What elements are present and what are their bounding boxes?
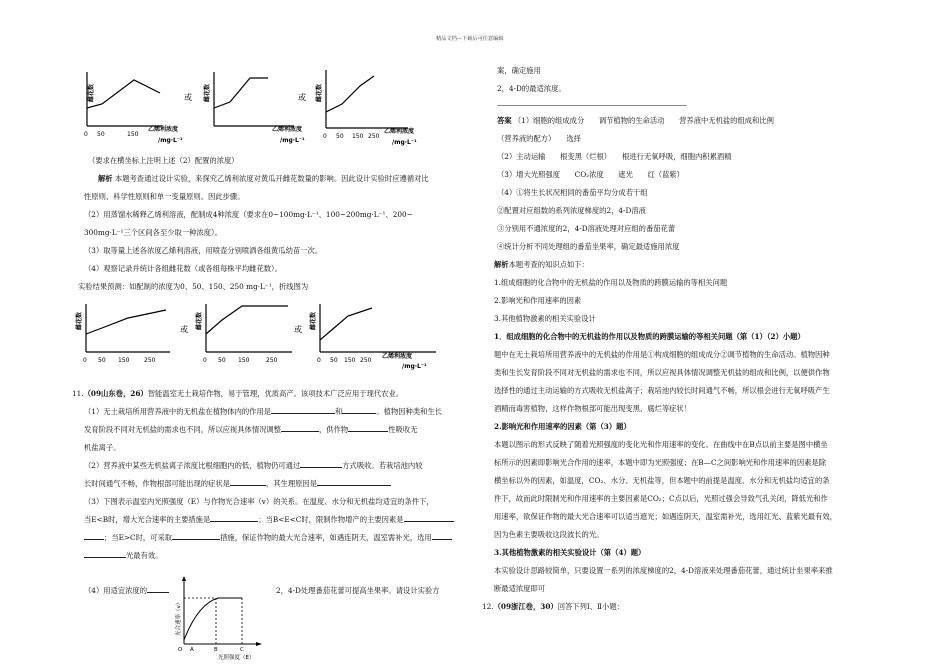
x-unit: /mg·L⁻¹ [280,137,305,144]
page-header: 精品文档---下载后可任意编辑 [436,36,504,42]
analysis-line-2: 性原则、科学性原则和单一变量原则。因此步骤。 [84,192,245,201]
section-1-line-4: 酒精而毒害植物，这样作物根部可能出现变黑、腐烂等症状！ [494,404,692,413]
tick: 250 [360,357,372,364]
q11-part1-line2: 发育阶段不同对无机盐的需求也不同，所以应视具体情况调整 ，供作物 性吸收无 [84,425,418,434]
question-12-stem: 12.（09浙江卷，30）回答下列Ⅰ、Ⅱ小题： [482,602,624,611]
q11-part3-line3: ；当E>C时，可采取 措施，保证作物的最大光合速率，如遇连阴天，温室需补光，选用 [84,533,452,542]
section-3-line-1: 本实验设计思路较简单，只要设置一系列的浓度梯度的2，4-D溶液来处理番茄花蕾，通过统计坐果率来推 [494,566,833,575]
or-label: 或 [294,325,302,334]
step-4: （4）观察记录并统计各组雌花数（或各组每株平均雌花数）。 [84,264,283,273]
analysis-label-right: 解析 [494,260,509,269]
tick: 250 [144,357,156,364]
bottom-graph-row [72,300,438,370]
step-2-line-2: 300mg·L⁻¹三个区间各至少取一种浓度）。 [84,228,222,237]
answer-1: 答案 （1）细胞的组成成分 调节植物的生命活动 营养液中无机盐的组成和比例 [497,116,774,125]
section-1-line-1: 题中在无土栽培所用营养液中的无机盐的作用是①构成细胞的组成成分②调节植物的生命活动。植物因种 [494,350,830,359]
y-label: 雌花数 [196,311,203,330]
tick: 250 [368,133,380,140]
q11-part3-line2: 当E<B时，增大光合速率的主要措施是 ；当B<E<C时，限制作物增产的主要因素是 [84,515,454,524]
tick: 150 [238,357,250,364]
x-label: 乙烯利浓度 [382,353,413,360]
q11-part3-line1: （3）下图表示温室内光照强度（E）与作物光合速率（v）的关系。在温度、水分和无机盐均适宜的条件下， [84,497,434,506]
tick: 50 [97,131,105,138]
tick: 150 [127,131,139,138]
graph-top-3 [315,70,417,146]
or-label: 或 [180,325,188,334]
top-graph-row [72,66,438,154]
q11-part2-line1: （2）营养液中某些无机盐离子浓度比根细胞内的低，植物仍可通过 方式吸收。若栽培池内较 [84,461,423,470]
x-unit: /mg·L⁻¹ [402,363,427,370]
point-2: 2.影响光和作用速率的因素 [494,296,582,305]
answer-4c: ③分别用不通浓度的2，4-D溶液处理对应组的番茄花蕾 [497,224,676,233]
x-label: 乙烯利浓度 [148,126,179,133]
answer-label: 答案 [497,116,512,125]
graph-note: （要求在横坐标上注明上述（2）配置的浓度） [88,156,239,165]
analysis-intro: 解析本题考查的知识点如下： [494,260,589,269]
y-label: 雌花数 [316,83,323,102]
step-3: （3）取等量上述各浓度乙烯利溶液，用喷壶分别喷洒各组黄瓜幼苗一次。 [84,246,323,255]
question-11-stem: 11.（09山东卷，26）智能温室无土栽培作物，易于管理，优质高产。该项技术广泛应用于现代农业。 [72,389,404,398]
tick: 250 [266,357,278,364]
answer-4b: ②配置对应组数的系列浓度梯度的2，4-D溶液 [497,206,646,215]
tick: 50 [330,357,338,364]
section-3-line-2: 断最适浓度即可 [494,584,546,593]
x-unit: /mg·L⁻¹ [158,137,183,144]
x-label: 乙烯利浓度 [272,126,303,133]
section-1-line-2: 类和生长发育阶段不同对无机盐的需求也不同，所以应视具体情况调整无机盐的组成和比例，以便供作物 [494,368,830,377]
section-2-line-5: 用速率，欲保证作物的最大光合速率可以适当遮光；如遇连阴天，温室需补光，选用红光、蓝紫光最有效， [494,512,837,521]
section-heading-1: 1．组成细胞的化合物中的无机盐的作用以及物质的跨膜运输的等相关问题（第（1）（2）小题） [494,332,805,341]
curve-x-label: 光照强度（E） [218,655,255,660]
graph-bottom-1 [75,304,170,364]
q11-part4-a: （4）用适宜浓度的 [84,586,169,595]
section-2-line-4: 件下，故而此时限制光和作用速率的主要因素是CO₂；C点以后，光照过强会导致气孔关闭，降低光和作 [494,494,828,503]
tick: 50 [98,357,106,364]
answer-blank-line [497,105,687,106]
tick-a: A [190,647,194,653]
tick: 50 [336,133,344,140]
tick-c: C [240,647,244,653]
graph-top-2 [203,72,305,144]
x-unit: /mg·L⁻¹ [392,139,417,146]
graph-bottom-3 [309,304,436,370]
graph-top-1 [84,72,183,144]
answer-4d: ④统计分析不同处理组的番茄坐果率，确定最适施用浓度 [497,242,680,251]
tick: 0 [83,357,87,364]
q11-part3-line4: 光最有效。 [84,551,162,560]
step-2-line-1: （2）用蒸馏水稀释乙烯利溶液，配制成4种浓度（要求在0~100mg·L⁻¹、100~200mg·L⁻¹、200~ [84,210,413,219]
tick-o: O [178,647,183,653]
analysis-line-1: 解析 本题考查通过设计实验，来探究乙烯利浓度对黄瓜开雌花数量的影响。因此设计实验时应遵循对比 [98,174,429,183]
curve-y-label: 光合速率（v） [176,599,182,636]
tick: 150 [118,357,130,364]
section-1-line-3: 选择性的通过主动运输的方式吸收无机盐离子；栽培池内较长时间通气不畅，所以根会进行无氧呼吸产生 [494,386,830,395]
answer-2: （2）主动运输 根变黑（烂根） 根进行无氧呼吸，细胞内积累酒精 [497,152,732,161]
analysis-label: 解析 [98,174,113,183]
tick: 0 [203,357,207,364]
answer-4a: （4）①将生长状况相同的番茄平均分成若干组 [497,188,648,197]
y-label: 雌花数 [310,311,317,330]
q11-part1-line1: （1）无土栽培所用营养液中的无机盐在植物体内的作用是 和 。植物因种类和生长 [84,407,443,416]
graph-bottom-2 [195,304,292,364]
y-label: 雌花数 [88,83,95,102]
section-heading-3: 3.其他植物激素的相关实验设计（第（4）题） [494,548,646,557]
point-3: 3.其他植物激素的相关实验设计 [494,314,596,323]
x-label: 乙烯利浓度 [384,128,415,135]
tick: 150 [344,357,356,364]
r-line-1: 案，确定施用 [497,66,541,75]
section-2-line-3: 横坐标以外的因素，如温度，CO₂、水分、无机盐等，但本题中的前提是温度、水分和无机盐均适宜的条 [494,476,830,485]
point-1: 1.组成细胞的化合物中的无机盐的作用以及物质的跨膜运输的等相关问题 [494,278,728,287]
light-curve-figure [166,574,270,660]
section-heading-2: 2.影响光和作用速率的因素（第（3）题） [494,422,631,431]
section-2-line-2: 标所示的因素即影响光合作用的速率，本题中即为光照强度；在B—C之间影响光和作用速率的因素是除 [494,458,827,467]
answer-3: （3）增大光照强度 CO₂浓度 遮光 红（蓝紫） [497,170,684,179]
section-2-line-1: 本题以图示的形式反映了随着光照强度的变化光和作用速率的变化。在曲线中在B点以前主要是图中横坐 [494,440,828,449]
r-line-2: 2，4-D的最适浓度。 [497,84,566,93]
or-label: 或 [184,93,192,102]
tick: 50 [218,357,226,364]
tick: 0 [84,131,88,138]
tick: 150 [352,133,364,140]
q11-part4-b: 2，4-D处理番茄花蕾可提高坐果率。请设计实验方 [276,586,440,595]
y-label: 雌花数 [204,83,211,102]
tick: 0 [317,357,321,364]
answer-1b: （营养液的配方） 选择 [497,134,581,143]
result-prediction: 实验结果预测：如配制的浓度为0、50、150、250 mg·L⁻¹，折线图为 [78,282,309,291]
or-label: 或 [298,93,306,102]
section-2-line-6: 因为色素主要吸收这段波长的光。 [494,530,604,539]
tick-b: B [214,647,218,653]
tick: 0 [323,133,327,140]
y-label: 雌花数 [76,311,83,330]
q11-part1-line3: 机盐离子。 [84,443,121,452]
q11-part2-line2: 长时间通气不畅，作物根部可能出现的症状是 ，其生理原因是 [84,479,391,488]
